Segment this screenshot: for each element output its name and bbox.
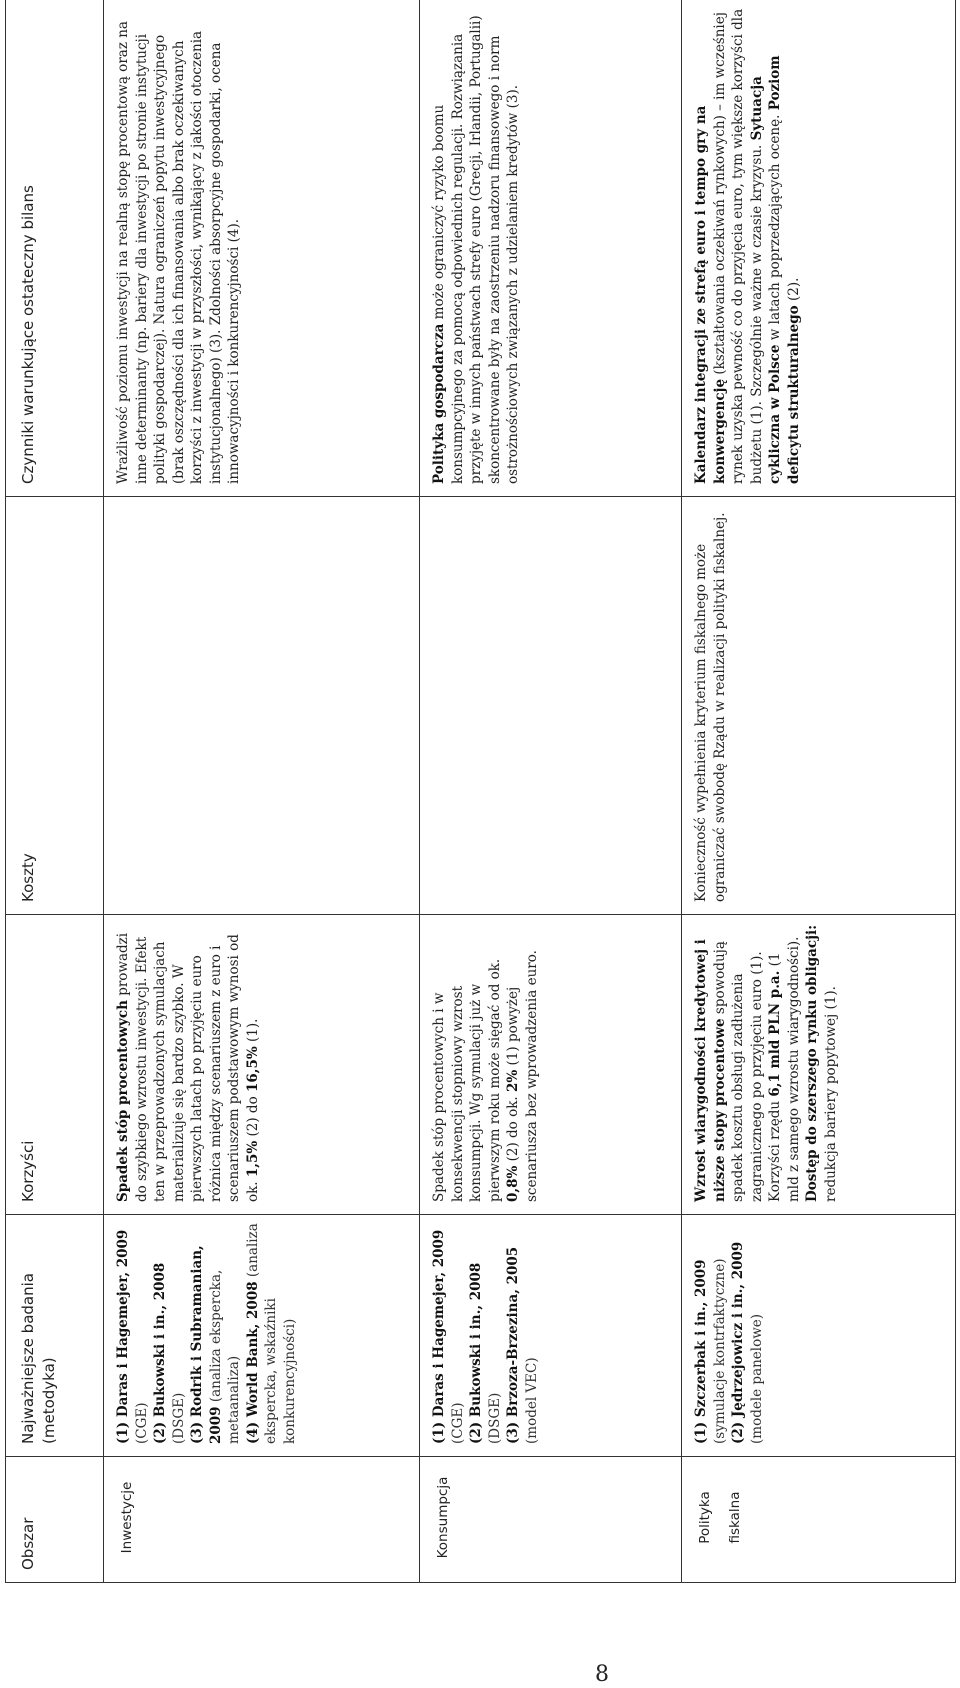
costs-cell <box>104 497 420 915</box>
benefits-cell <box>682 915 956 1215</box>
study-method: (CGE) <box>449 1402 466 1444</box>
benefits-text-run: (1 mld z samego wzrostu wiarygodności). <box>767 936 802 1202</box>
study-citation: (2) Bukowski i in., 2008 <box>468 1262 484 1444</box>
header-factors: Czynniki warunkujące ostateczny bilans <box>6 0 104 497</box>
table-row <box>104 0 420 1583</box>
study-citation: (3) Rodrik i Subramanian, 2009 <box>189 1245 224 1444</box>
study-method: (modele panelowe) <box>748 1313 765 1444</box>
study-method: (DSGE) <box>170 1392 187 1444</box>
factors-text-run: Sytuacja cykliczna w Polsce <box>748 76 783 484</box>
benefits-text-run: Wzrost wiarygodności kredytowej i niższe stopy procentowe <box>693 939 728 1202</box>
study-method: (model VEC) <box>523 1357 540 1444</box>
study-citation: (2) Bukowski i in., 2008 <box>152 1262 168 1444</box>
factors-text-run: Polityka gospodarcza <box>431 323 447 484</box>
factors-text-run: (kształtowania oczekiwań rynkowych) – im wcześniej rynek uzyska pewność co do przyjęcia euro, tym większe korzyści dla budżetu (1). Szczególnie ważne w czasie kryzysu. <box>711 8 765 484</box>
benefits-text-run: (1) powyżej scenariusza bez wprowadzenia euro. <box>505 950 540 1202</box>
benefits-text-run: (1). <box>244 1018 261 1047</box>
page-number: 8 <box>595 1662 609 1687</box>
benefits-text-run: 16,5% <box>244 1046 261 1092</box>
benefits-text-run: spowodują spadek kosztu obsługi zadłużenia zagranicznego po przyjęciu euro (1). Korzyści rzędu <box>711 941 783 1202</box>
study-entry <box>504 1223 541 1444</box>
benefits-text-run: 6,1 mld PLN p.a. <box>767 970 783 1097</box>
factors-cell <box>682 0 956 497</box>
factors-cell <box>104 0 420 497</box>
benefits-text-run: Spadek stóp procentowych <box>115 1000 131 1202</box>
factors-text-run: może ograniczyć ryzyko boomu konsumpcyjnego za pomocą odpowiednich regulacji. Rozwiązania przyjęte w innych państwach strefy euro (Grecji, Irlandii, Portugalii) skoncentrowane były na zaostrzeniu nadzoru finansowego i norm ostrożnościowych związanych z udzielaniem kredytów (3). <box>431 15 521 484</box>
area-cell: Inwestycje <box>104 1457 420 1583</box>
area-cell: Polityka fiskalna <box>682 1457 956 1583</box>
benefits-text-run: Spadek stóp procentowych i w konsekwencji stopniowy wzrost konsumpcji. Wg symulacji już w pierwszym roku może sięgać od ok. <box>431 958 503 1202</box>
study-entry <box>430 1223 467 1444</box>
study-entry <box>114 1223 151 1444</box>
study-method: (analiza ekspercka, wskaźniki konkurencyjności) <box>244 1223 298 1444</box>
factors-text-run: Wrażliwość poziomu inwestycji na realną stopę procentową oraz na inne determinanty (np. bariery dla inwestycji po stronie instytucji polityki gospodarczej). Natura ograniczeń popytu inwestycyjnego (brak oszczędności dla ich finansowania albo brak oczekiwanych korzyści z inwestycji w przyszłości, wynikający z jakości otoczenia instytucjonalnego) (3). Zdolności absorpcyjne gospodarki, ocena innowacyjności i konkurencyjności (4). <box>115 21 242 484</box>
study-citation: (3) Brzoza-Brzezina, 2005 <box>505 1246 521 1444</box>
benefits-text-run: (2) do <box>244 1092 261 1141</box>
factors-text-run: Poziom deficytu strukturalnego <box>767 55 802 484</box>
comparison-table <box>5 0 956 1583</box>
benefits-text-run: redukcja bariery popytowej (1). <box>822 986 839 1202</box>
study-citation: (1) Daras i Hagemejer, 2009 <box>431 1229 447 1444</box>
benefits-text-run: Dostęp do szerszego rynku obligacji: <box>804 924 820 1202</box>
study-citation: (1) Szczerbak i in., 2009 <box>693 1259 709 1444</box>
factors-text-run: w latach poprzedzających ocenę. <box>767 110 783 345</box>
factors-text-run: (2). <box>785 277 802 306</box>
study-citation: (1) Daras i Hagemejer, 2009 <box>115 1229 131 1444</box>
benefits-text-run: 2% <box>505 1069 521 1092</box>
study-citation: (4) World Bank, 2008 <box>244 1281 261 1444</box>
table-header-row <box>6 0 104 1583</box>
costs-cell <box>420 497 682 915</box>
table-row <box>682 0 956 1583</box>
factors-cell <box>420 0 682 497</box>
study-citation: (2) Jędrzejowicz i in., 2009 <box>730 1241 746 1444</box>
studies-cell <box>682 1215 956 1457</box>
header-area: Obszar <box>6 1457 104 1583</box>
costs-cell <box>682 497 956 915</box>
benefits-cell <box>420 915 682 1215</box>
costs-text-run: Konieczność wypełnienia kryterium fiskalnego może ograniczać swobodę Rządu w realizacji polityki fiskalnej. <box>693 512 728 902</box>
header-studies: Najważniejsze badania (metodyka) <box>6 1215 104 1457</box>
benefits-text-run: 0,8% <box>505 1165 521 1202</box>
benefits-text-run: 1,5% <box>244 1140 261 1178</box>
study-entry <box>467 1223 504 1444</box>
benefits-cell <box>104 915 420 1215</box>
header-benefits: Korzyści <box>6 915 104 1215</box>
studies-cell <box>104 1215 420 1457</box>
study-method: (DSGE) <box>486 1392 503 1444</box>
study-entry <box>692 1223 729 1444</box>
study-entry <box>188 1223 244 1444</box>
header-costs: Koszty <box>6 497 104 915</box>
study-entry <box>244 1223 300 1444</box>
rotated-table-container <box>5 0 955 1583</box>
study-method: (CGE) <box>133 1402 150 1444</box>
study-entry <box>729 1223 766 1444</box>
study-entry <box>151 1223 188 1444</box>
table-row <box>420 0 682 1583</box>
benefits-text-run: prowadzi do szybkiego wzrostu inwestycji. Efekt ten w przeprowadzonych symulacjach materializuje się bardzo szybko. W pierwszych latach po przyjęciu euro różnica między scenariuszem z euro i scenariuszem podstawowym wynosi od ok. <box>115 932 261 1202</box>
factors-text-run: Kalendarz integracji ze strefą euro i tempo gry na konwergencję <box>693 105 728 484</box>
study-method: (symulacje kontrfaktyczne) <box>711 1258 728 1444</box>
area-cell: Konsumpcja <box>420 1457 682 1583</box>
benefits-text-run: (2) do ok. <box>505 1092 521 1166</box>
study-method: (analiza ekspercka, metaanaliza) <box>207 1269 242 1444</box>
studies-cell <box>420 1215 682 1457</box>
